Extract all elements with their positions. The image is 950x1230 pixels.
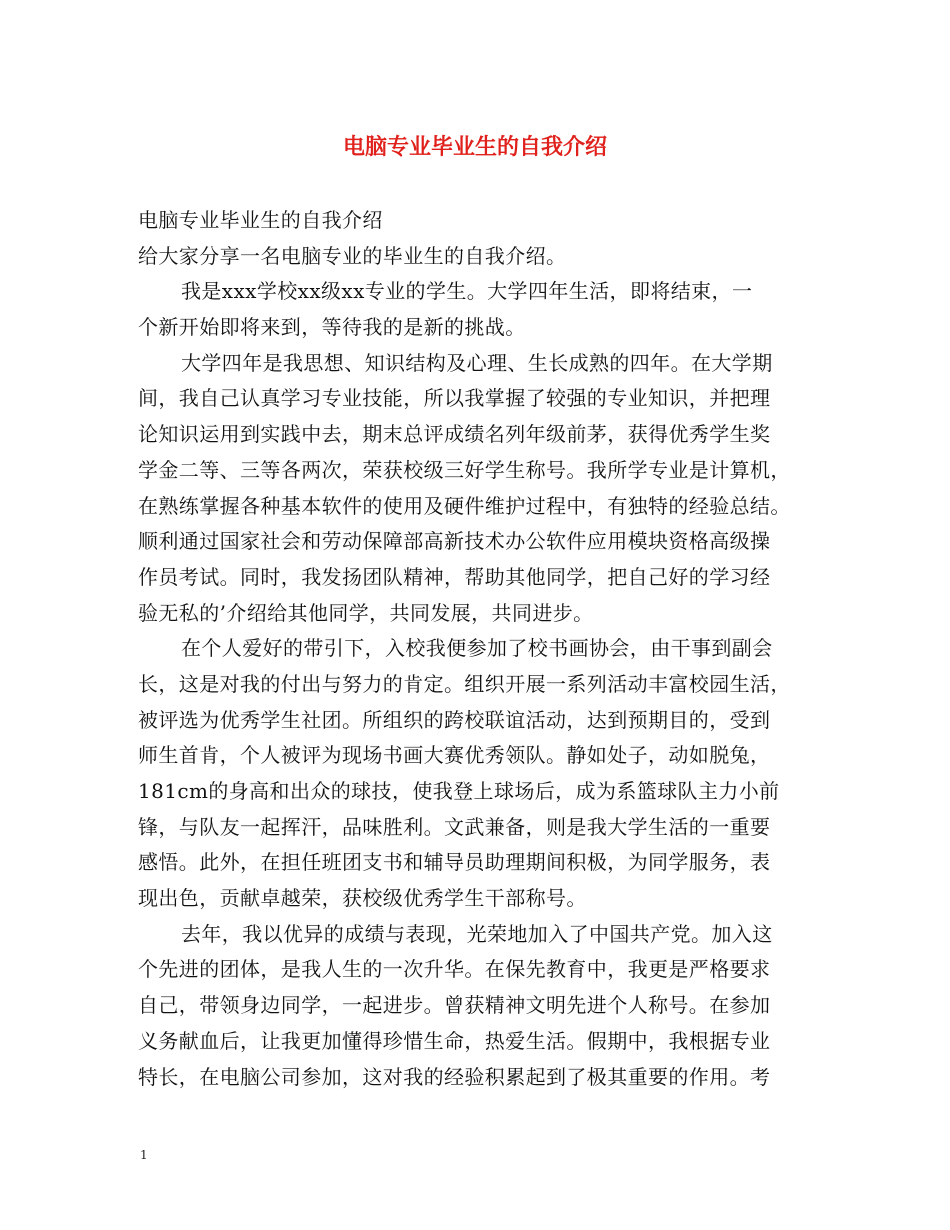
text-line: 给大家分享一名电脑专业的毕业生的自我介绍。 — [138, 243, 567, 268]
text-line: 在熟练掌握各种基本软件的使用及硬件维护过程中，有独特的经验总结。 — [138, 493, 791, 518]
text-line: 长，这是对我的付出与努力的肯定。组织开展一系列活动丰富校园生活， — [138, 671, 791, 696]
text-line: 学金二等、三等各两次，荣获校级三好学生称号。我所学专业是计算机， — [138, 457, 791, 482]
text-line: 特长，在电脑公司参加，这对我的经验积累起到了极其重要的作用。考 — [138, 1064, 771, 1089]
text-line: 义务献血后，让我更加懂得珍惜生命，热爱生活。假期中，我根据专业 — [138, 1028, 771, 1053]
text-line: 181cm的身高和出众的球技，使我登上球场后，成为系篮球队主力小前 — [138, 779, 780, 803]
text-line: 作员考试。同时，我发扬团队精神，帮助其他同学，把自己好的学习经 — [138, 564, 771, 589]
text-line: 现出色，贡献卓越荣，获校级优秀学生干部称号。 — [138, 886, 587, 911]
page-number: 1 — [140, 1148, 148, 1162]
text-line: 我是xxx学校xx级xx专业的学生。大学四年生活，即将结束，一 — [181, 279, 753, 304]
text-line: 师生首肯，个人被评为现场书画大赛优秀领队。静如处子，动如脱兔， — [138, 743, 771, 768]
document-body — [138, 203, 828, 1095]
text-line: 被评选为优秀学生社团。所组织的跨校联谊活动，达到预期目的，受到 — [138, 707, 771, 732]
text-line: 去年，我以优异的成绩与表现，光荣地加入了中国共产党。加入这 — [181, 921, 773, 946]
text-line: 电脑专业毕业生的自我介绍 — [138, 208, 383, 232]
text-line: 锋，与队友一起挥汗，品味胜利。文武兼备，则是我大学生活的一重要 — [138, 814, 771, 839]
text-line: 自己，带领身边同学，一起进步。曾获精神文明先进个人称号。在参加 — [138, 993, 771, 1018]
text-line: 感悟。此外，在担任班团支书和辅导员助理期间积极，为同学服务，表 — [138, 850, 771, 875]
text-line: 大学四年是我思想、知识结构及心理、生长成熟的四年。在大学期 — [181, 350, 773, 375]
text-line: 顺利通过国家社会和劳动保障部高新技术办公软件应用模块资格高级操 — [138, 529, 771, 554]
text-line: 在个人爱好的带引下，入校我便参加了校书画协会，由干事到副会 — [181, 636, 773, 661]
text-line: 论知识运用到实践中去，期末总评成绩名列年级前茅，获得优秀学生奖 — [138, 422, 771, 447]
text-line: 间，我自己认真学习专业技能，所以我掌握了较强的专业知识，并把理 — [138, 386, 771, 411]
text-line: 个先进的团体，是我人生的一次升华。在保先教育中，我更是严格要求 — [138, 957, 771, 982]
text-line: 个新开始即将来到，等待我的是新的挑战。 — [138, 315, 526, 340]
text-line: 验无私的’介绍给其他同学，共同发展，共同进步。 — [138, 600, 594, 625]
document-title: 电脑专业毕业生的自我介绍 — [342, 134, 607, 160]
